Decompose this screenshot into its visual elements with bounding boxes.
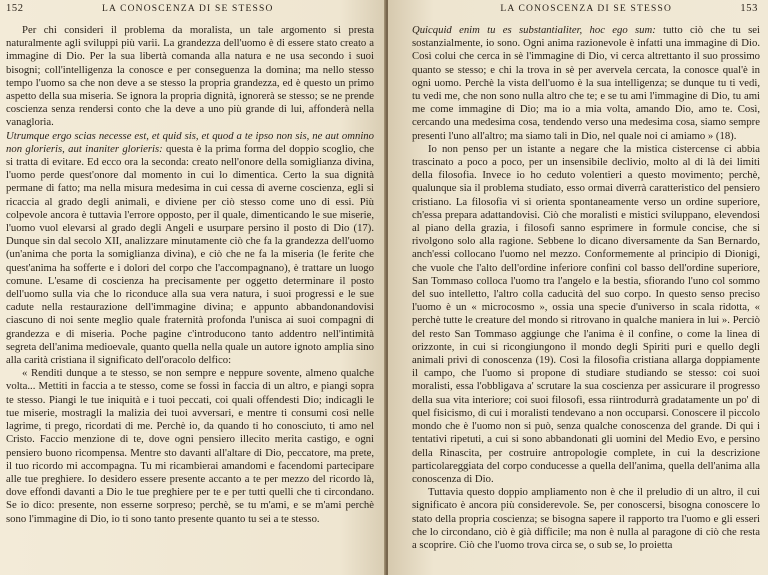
right-page-body	[412, 24, 760, 552]
paragraph: Tuttavia questo doppio ampliamento non è che il preludio di un altro, il cui significato è ancora più considerevole. Se, per conoscersi, bisogna conoscere lo stato della propria coscienza; se bisogna sapere il rapporto tra l'uomo e gli esseri che lo circondano, ciò è già difficile; ma non è nulla al paragone di ciò che resta a scoprire. Ciò che l'uomo trova circa se, o sub se, lo proietta	[412, 486, 760, 551]
page-number-right: 153	[740, 3, 758, 14]
right-page-header	[412, 3, 758, 14]
latin-quotation: Quicquid enim tu es substantialiter, hoc ego sum:	[412, 24, 664, 36]
page-number-left: 152	[6, 3, 24, 14]
quoted-passage: tutto ciò che tu sei sostanzialmente, io sono. Ogni anima razionevole è infatti una immagine di Dio. Così colui che cerca in sè l'immagine di Dio, vi cerca altrettanto il suo prossimo quanto se stesso; e chi la trova in sè per avervela cercata, la conosce qual'è in ogni uomo. Perchè la vista dell'uomo è la sua intelligenza; se dunque tu ti vedi, tu vedi me, che non sono nulla altro che te; e se tu ami l'immagine di Dio, tu ami me come immagine di Dio; ma io a mia volta, amando Dio, amo te. Così, cercando una medesima cosa, tendendo verso una medesima cosa, siamo sempre presenti l'uno all'altro; ma siamo tali in Dio, nel quale noi ci amiamo » (18).	[412, 24, 761, 142]
left-page-header	[6, 3, 372, 14]
left-page-body	[6, 24, 374, 526]
paragraph: Io non penso per un istante a negare che la mistica cistercense ci abbia trascinato a poco a poco, per un insensibile declivio, molto al di là dei limiti della filosofia. Invece io ho ceduto volentieri a questo movimento; perchè, qualunque sia il problema studiato, esso ormai diverrà caratteristico del pensiero cristiano. La filosofia vi si orienta spontaneamente verso un ordine superiore, ch'essa prepara adattandovisi. Ciò che moralisti e mistici sviluppano, elevendosi al piano della grazia, i filosofi sanno esprimere in formule concise, che si rivolgono solo alla ragione. Sebbene lo dicano diversamente da San Bernardo, anch'essi collocano l'uomo nel mezzo. Conformemente al principio di Dionigi, che vuole che l'alto dell'ordine inferiore confini col basso dell'ordine superiore, San Tommaso colloca l'uomo tra l'angelo e la bestia, sfiorando l'uno col sommo del suo intelletto, l'altro colla caducità del suo corpo. In questo senso preciso l'uomo è un « microcosmo », ossia una specie d'universo in scala ridotta, « perchè tutte le creature del mondo si ritrovano in qualche maniera in lui ». Perciò del resto San Tommaso aggiunge che l'anima è il confine, o come la linea di orizzonte, in cui si ricongiungono il mondo degli Spiriti puri e quello degli animali privi di conoscenza (19). Così la filosofia cristiana allarga doppiamente il campo, che l'uomo si propone di studiare studiando se stesso: coi suoi moralisti, essa l'obbligava a' scrutare la sua coscienza per assicurare il progresso della sua vita interiore; coi suoi filosofi, essa riintrodurrà gradatamente un po' di quel fisicismo, di cui i moralisti tendevano a non occuparsi. Conoscere il piccolo mondo che è l'uomo non si può, senza qualche conoscenza del grande. Di qui i tentativi ripetuti, a cui si sono abbandonati gli uomini del Medio Evo, e persino della Rinascita, per costruire antropologie complete, in cui la descrizione particolareggiata del corpo conducesse a quella dell'anima, quella dell'anima alla conoscenza di Dio.	[412, 142, 760, 485]
quoted-passage: « Renditi dunque a te stesso, se non sempre e neppure sovente, almeno qualche volta... Mettiti in faccia a te stesso, come se fossi in faccia di un altro, e piangi sopra te stesso. Piangi le tue iniquità e i tuoi peccati, coi quali offendesti Dio; indicagli le tue miserie, mostragli la malizia dei tuoi avversari, e mentre ti consumi così nelle lagrime, ti prego, ricordati di me. Perchè io, da quando ti ho conosciuto, ti amo nel Cristo. Faccio menzione di te, dove ogni pensiero illecito merita castigo, e ogni pensiero buono ricompensa. Mentre sto davanti all'altare di Dio, peccatore, ma prete, il tuo ricordo mi accompagna. Tu mi ricambierai amandomi e facendomi partecipare alle tue preghiere. Io desidero essere presente accanto a te per mezzo del ricordo là, dove effondi davanti a Dio le tue preghiere per te e per tutti quelli che ti circondano. Se io dico: presente, non esserne sorpreso; perchè, se tu m'ami, e se m'ami perchè sono l'immagine di Dio, io ti sono tanto presente quanto tu sei a te stesso.	[6, 367, 374, 525]
running-head-right: LA CONOSCENZA DI SE STESSO	[500, 4, 673, 14]
paragraph: Per chi consideri il problema da moralista, un tale argomento si presta naturalmente agli sviluppi più varii. La grandezza dell'uomo è di essere stato creato a immagine di Dio. Per la sua libertà comanda alla natura e ne usa secondo i suoi bisogni; coll'intelligenza la conosce e per conseguenza la domina; ma nello stesso tempo l'uomo sa che non deve a se stesso la propria grandezza, ed è questo un primo aspetto della sua miseria. Se ignora la propria dignità, ignorerà se stesso; se ne prende coscienza senza rendersi conto che la deve a uno più grande di lui, affonderà nella vanagloria.	[6, 24, 374, 129]
right-page	[388, 0, 768, 575]
paragraph: questa è la prima forma del doppio scoglio, che si tratta di evitare. Ed ecco ora la seconda: creato nell'onore della somiglianza divina, l'uomo perde quest'onore dal momento in cui lo dimentica. Certo la sua dignità permane di fatto; ma nella misura medesima in cui cessa di averne coscienza, egli si ricaccia al grado degli animali, e diviene per ciò stesso come uno di essi. Più colpevole ancora è tuttavia l'errore opposto, per il quale, dimenticando le sue miserie, l'uomo vuol elevarsi al grado degli Angeli e usurpare persino il posto di Dio (17). Dunque sin dal secolo XII, analizzare minutamente ciò che fa la grandezza dell'uomo (un'anima che porta la somiglianza divina), e ciò che ne fa la miseria (le ferite che quest'anima ha sofferte e i dolori del corpo che l'accompagnano), è trattare un luogo comune. L'esame di coscienza ha precisamente per oggetto determinare il posto dell'uomo sulla via che lo riconduce alla sua vera natura, i suoi progressi e le sue cadute nella restaurazione dell'immagine divina; e appunto abbandonandovisi ciascuno di noi sente meglio quale fraternità profonda l'unisca ai suoi compagni di grandezza e di miseria. Poche pagine c'introducono tanto addentro nell'intimità segreta dell'anima medioevale, quanto quella nella quale un autore ignoto amplia sino alla carità cristiana il significato dell'oracolo delfico:	[6, 142, 374, 367]
latin-quotation: Utrumque ergo scias necesse est, et quid sis, et quod a te ipso non sis, ne aut omnino non glorieris, aut inaniter glorieris:	[6, 129, 374, 155]
running-head-left: LA CONOSCENZA DI SE STESSO	[101, 4, 274, 14]
